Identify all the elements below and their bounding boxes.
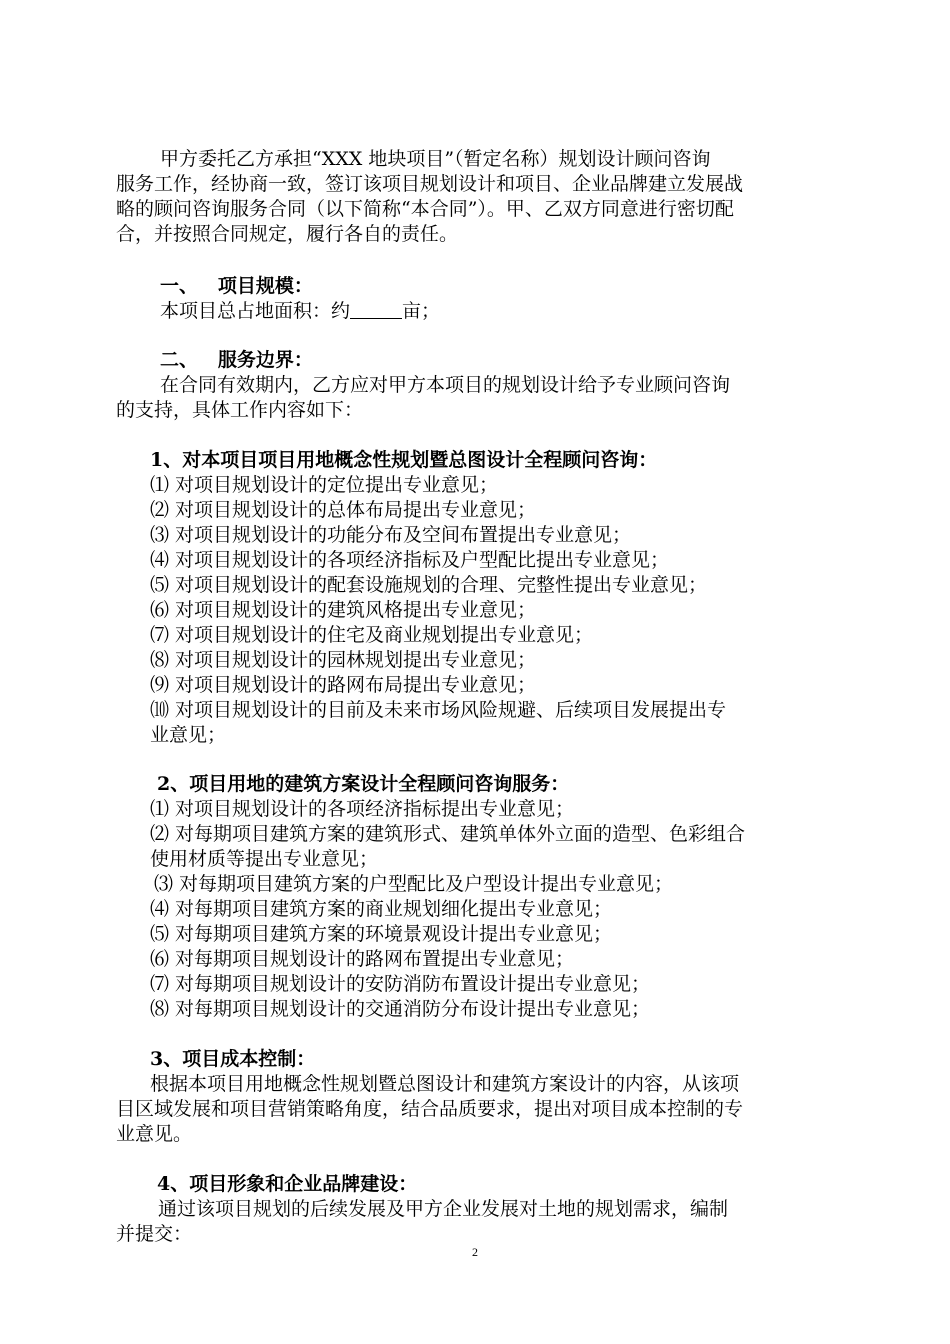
area-blank-field <box>350 299 402 319</box>
list-item: ⑼ 对项目规划设计的路网布局提出专业意见； <box>150 674 537 696</box>
list-item: ⑸ 对每期项目建筑方案的环境景观设计提出专业意见； <box>150 923 613 945</box>
list-item: ⑵ 对每期项目建筑方案的建筑形式、建筑单体外立面的造型、色彩组合 <box>150 823 746 845</box>
cost-control-line: 根据本项目用地概念性规划暨总图设计和建筑方案设计的内容，从该项 <box>150 1073 740 1095</box>
area-label: 本项目总占地面积：约 <box>160 300 351 322</box>
list-item: ⑴ 对项目规划设计的各项经济指标提出专业意见； <box>150 798 575 820</box>
list-item: ⑺ 对每期项目规划设计的安防消防布置设计提出专业意见； <box>150 973 651 995</box>
list-item: ⑷ 对每期项目建筑方案的商业规划细化提出专业意见； <box>150 898 613 920</box>
list-item-continuation: 业意见； <box>150 724 227 746</box>
list-item: ⑽ 对项目规划设计的目前及未来市场风险规避、后续项目发展提出专 <box>150 699 727 721</box>
item4-heading: 4、项目形象和企业品牌建设： <box>157 1173 418 1195</box>
item1-heading: 1、对本项目项目用地概念性规划暨总图设计全程顾问咨询： <box>150 449 658 471</box>
list-item: ⑹ 对每期项目规划设计的路网布置提出专业意见； <box>150 948 575 970</box>
cost-control-line: 业意见。 <box>116 1123 193 1145</box>
intro-line: 略的顾问咨询服务合同（以下简称“本合同”）。甲、乙双方同意进行密切配 <box>116 198 734 220</box>
boundary-line: 在合同有效期内，乙方应对甲方本项目的规划设计给予专业顾问咨询 <box>160 374 731 396</box>
item3-heading: 3、项目成本控制： <box>150 1048 316 1070</box>
intro-line: 服务工作，经协商一致，签订该项目规划设计和项目、企业品牌建立发展战 <box>116 173 744 195</box>
intro-line: 甲方委托乙方承担“XXX 地块项目”（暂定名称）规划设计顾问咨询 <box>160 148 711 170</box>
item2-heading: 2、项目用地的建筑方案设计全程顾问咨询服务： <box>157 773 570 795</box>
list-item: ⑻ 对每期项目规划设计的交通消防分布设计提出专业意见； <box>150 998 651 1020</box>
list-item: ⑹ 对项目规划设计的建筑风格提出专业意见； <box>150 599 537 621</box>
area-unit: 亩； <box>402 300 441 322</box>
list-item: ⑺ 对项目规划设计的住宅及商业规划提出专业意见； <box>150 624 594 646</box>
list-item: ⑷ 对项目规划设计的各项经济指标及户型配比提出专业意见； <box>150 549 670 571</box>
list-item: ⑸ 对项目规划设计的配套设施规划的合理、完整性提出专业意见； <box>150 574 708 596</box>
intro-line: 合，并按照合同规定，履行各自的责任。 <box>116 223 459 245</box>
list-item: ⑴ 对项目规划设计的定位提出专业意见； <box>150 474 499 496</box>
cost-control-line: 目区域发展和项目营销策略角度，结合品质要求，提出对项目成本控制的专 <box>116 1098 744 1120</box>
list-item: ⑻ 对项目规划设计的园林规划提出专业意见； <box>150 649 537 671</box>
branding-line: 通过该项目规划的后续发展及甲方企业发展对土地的规划需求，编制 <box>158 1198 729 1220</box>
boundary-line: 的支持，具体工作内容如下： <box>116 399 364 421</box>
section-heading-scale: 一、 项目规模： <box>160 275 313 297</box>
list-item-continuation: 使用材质等提出专业意见； <box>150 848 379 870</box>
list-item: ⑶ 对项目规划设计的功能分布及空间布置提出专业意见； <box>150 524 632 546</box>
project-area-line <box>160 298 890 324</box>
branding-line: 并提交： <box>116 1223 193 1245</box>
section-heading-boundary: 二、 服务边界： <box>160 349 313 371</box>
list-item: ⑵ 对项目规划设计的总体布局提出专业意见； <box>150 499 537 521</box>
list-item: ⑶ 对每期项目建筑方案的户型配比及户型设计提出专业意见； <box>154 873 674 895</box>
page-number: 2 <box>472 1245 478 1259</box>
